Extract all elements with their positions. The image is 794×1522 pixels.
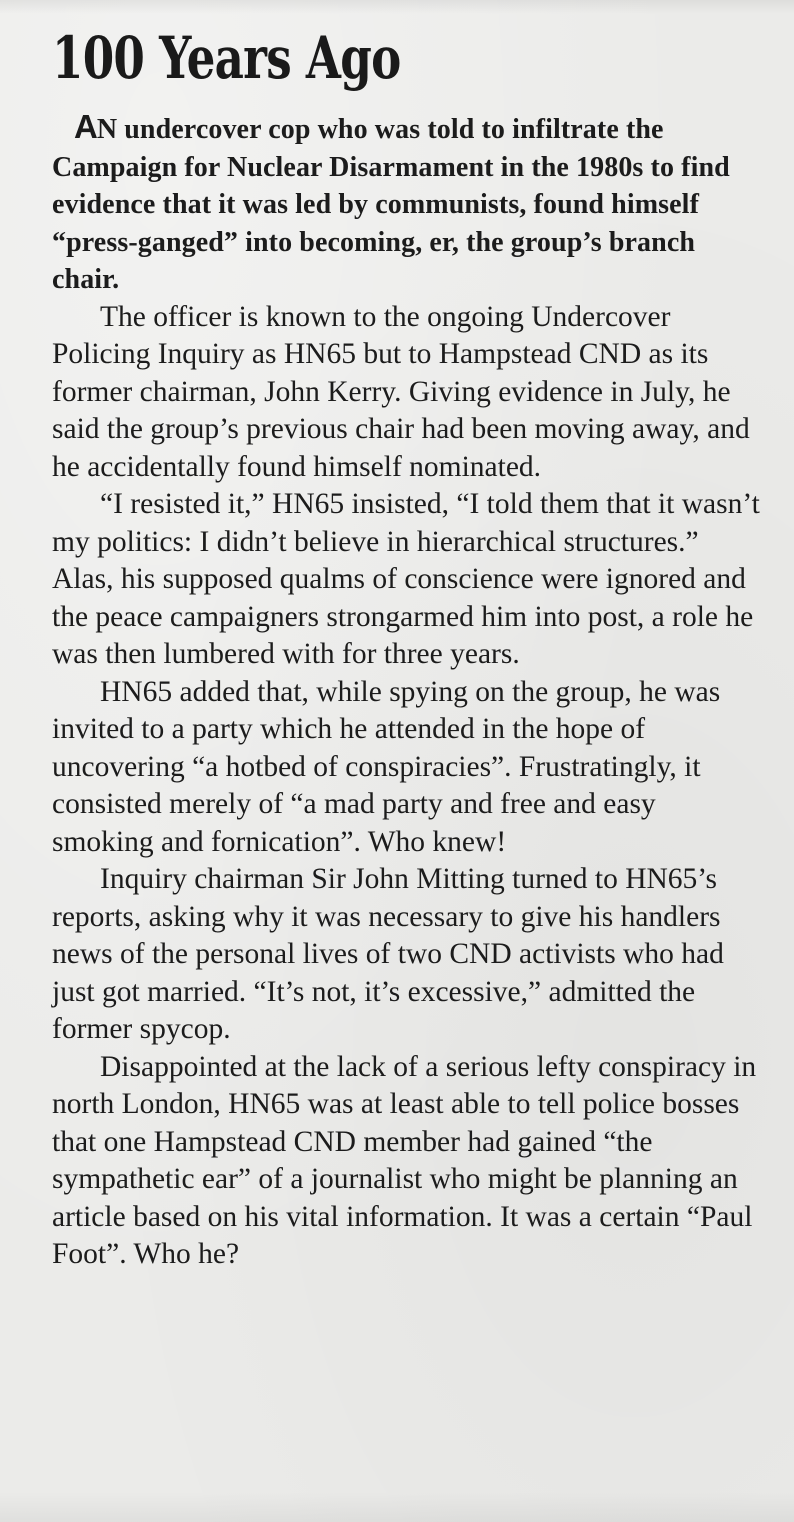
paper-edge-bottom (0, 1492, 794, 1522)
drop-cap: A (74, 108, 97, 145)
article-body (52, 108, 764, 1274)
body-paragraph-5: Disappointed at the lack of a serious lefty conspiracy in north London, HN65 was at least able to tell police bosses that one Hampstead CND member had gained “the sympathetic ear” of a journalist who might be planning an article based on his vital information. It was a certain “Paul Foot”. Who he? (52, 1050, 757, 1270)
body-paragraph-4: Inquiry chairman Sir John Mitting turned to HN65’s reports, asking why it was necessary to give his handlers news of the personal lives of two CND activists who had just got married. “It’s not, it’s excessive,” admitted the former spycop. (52, 863, 724, 1045)
lead-text: N undercover cop who was told to infiltrate the Campaign for Nuclear Disarmament in the 1980s to find evidence that it was led by communists, found himself “press-ganged” into becoming, er, the group’s branch chair. (52, 114, 730, 295)
body-paragraph-3: HN65 added that, while spying on the group, he was invited to a party which he attended in the hope of uncovering “a hotbed of conspiracies”. Frustratingly, it consisted merely of “a mad party and free and easy smoking and fornication”. Who knew! (52, 675, 721, 858)
body-paragraph-2: “I resisted it,” HN65 insisted, “I told them that it wasn’t my politics: I didn’t believe in hierarchical structures.” Alas, his supposed qualms of conscience were ignored and the peace campaigners strongarmed him into post, a role he was then lumbered with for three years. (52, 488, 760, 670)
lead-paragraph (52, 108, 764, 299)
paper-edge-top (0, 0, 794, 14)
column-title: 100 Years Ago (52, 24, 401, 92)
body-paragraph-1: The officer is known to the ongoing Undercover Policing Inquiry as HN65 but to Hampstead CND as its former chairman, John Kerry. Giving evidence in July, he said the group’s previous chair had been moving away, and he accidentally found himself nominated. (52, 300, 750, 483)
